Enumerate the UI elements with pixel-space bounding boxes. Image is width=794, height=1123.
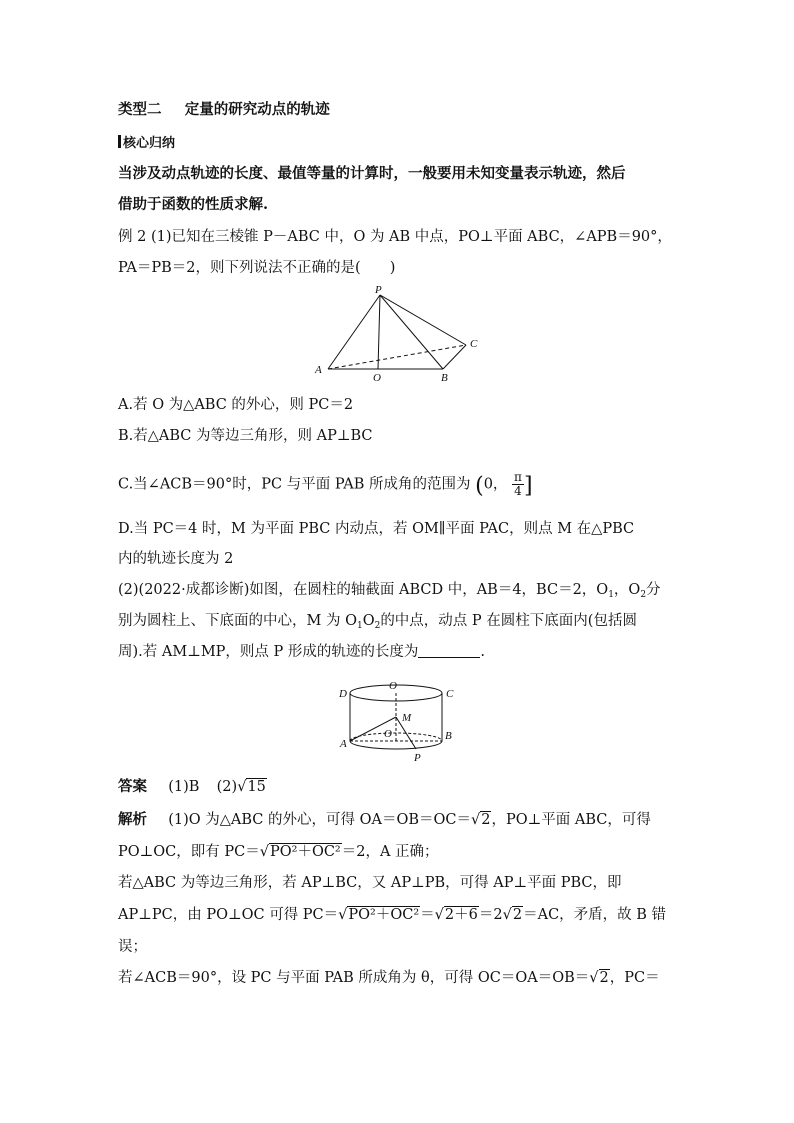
answer-value-1: (1)B [168, 779, 200, 795]
fig2-label-p: P [414, 752, 421, 764]
analysis-line-6 [118, 968, 660, 988]
analysis-line-1 [118, 810, 651, 830]
fraction-numerator: π [514, 470, 522, 484]
q2-line1-text: (2)(2022·成都诊断)如图，在圆柱的轴截面 ABCD 中，AB＝4，BC＝2，O [118, 582, 609, 598]
q2-line2-b: O [362, 613, 375, 629]
q2-line2-a: 别为圆柱上、下底面的中心，M 为 O [118, 613, 357, 629]
summary-heading [118, 134, 175, 154]
q2-line3-end: . [480, 644, 486, 660]
radicand-6: 2 [599, 970, 609, 986]
sub-2: 2 [640, 590, 647, 600]
answer-label: 答案 [118, 778, 147, 795]
example-q1-line-1: 例 2 (1)已知在三棱锥 P－ABC 中，O 为 AB 中点，PO⊥平面 ABC，∠APB＝90°， [118, 229, 672, 245]
tetrahedron-figure [310, 283, 490, 383]
analysis-l4-c: ＝AC，矛盾，故 B 错 [523, 907, 667, 923]
answer-radicand: 15 [247, 779, 266, 795]
radicand-3: PO²＋OC² [348, 907, 420, 923]
answer-radical: √15 [237, 779, 266, 795]
example-q2-line-2 [118, 611, 637, 636]
q2-line1-tail: ，O [613, 582, 641, 598]
sub-2b: 2 [374, 621, 381, 631]
analysis-l6-b: ，PC＝ [609, 970, 660, 986]
analysis-l2-a: PO⊥OC，即有 PC＝ [118, 844, 260, 860]
analysis-l1-b: ，PO⊥平面 ABC，可得 [491, 812, 651, 828]
analysis-l1-a: (1)O 为△ABC 的外心，可得 OA＝OB＝OC＝ [168, 812, 471, 828]
open-paren: ( [475, 473, 484, 499]
cylinder-figure [336, 677, 466, 767]
fig2-label-d: D [339, 688, 347, 700]
fig1-label-c: C [470, 338, 478, 350]
option-d-line-2: 内的轨迹长度为 2 [118, 551, 234, 567]
analysis-l4-a: AP⊥PC，由 PO⊥OC 可得 PC＝ [118, 907, 339, 923]
fig1-label-p: P [375, 284, 382, 296]
analysis-line-2 [118, 842, 439, 862]
analysis-label: 解析 [118, 811, 147, 828]
analysis-l2-b: ＝2，A 正确； [341, 844, 439, 860]
q2-line2-c: 的中点，动点 P 在圆柱下底面内(包括圆 [380, 613, 637, 629]
example-q2-line-3 [118, 642, 485, 662]
radicand-1: 2 [481, 812, 491, 828]
option-c-fraction [512, 471, 524, 498]
radical-3: √PO²＋OC² [338, 907, 420, 923]
close-bracket: ] [523, 473, 533, 499]
analysis-l4-b: ＝2 [478, 907, 503, 923]
radicand-2: PO²＋OC² [269, 844, 341, 860]
answer-line [118, 777, 267, 797]
fig2-label-c: C [446, 688, 454, 700]
summary-line-2: 借助于函数的性质求解. [118, 196, 269, 213]
q2-line1-end: 分 [646, 582, 661, 598]
answer-blank [418, 643, 480, 658]
radical-5: √2 [502, 907, 523, 923]
analysis-line-3: 若△ABC 为等边三角形，若 AP⊥BC，又 AP⊥PB，可得 AP⊥平面 PBC，即 [118, 875, 622, 891]
sub-1: 1 [608, 590, 614, 600]
fig2-label-b: B [445, 730, 452, 742]
option-a: A.若 O 为△ABC 的外心，则 PC＝2 [118, 397, 354, 413]
fig1-label-b: B [441, 372, 448, 383]
fig1-label-o: O [373, 372, 381, 383]
fig2-label-o2: O [384, 728, 392, 740]
fig2-label-a: A [340, 738, 347, 750]
option-b: B.若△ABC 为等边三角形，则 AP⊥BC [118, 428, 373, 444]
section-title [118, 100, 330, 120]
analysis-l6-a: 若∠ACB＝90°，设 PC 与平面 PAB 所成角为 θ，可得 OC＝OA＝OB＝ [118, 970, 590, 986]
radical-1: √2 [471, 812, 491, 828]
option-d-line-1: D.当 PC＝4 时，M 为平面 PBC 内动点，若 OM∥平面 PAC，则点 M 在△PBC [118, 521, 635, 537]
example-q1-line-2: PA＝PB＝2，则下列说法不正确的是( ) [118, 260, 396, 276]
radical-6: √2 [589, 970, 609, 986]
fig2-label-o1: O [389, 680, 397, 692]
q2-line3-text: 周).若 AM⊥MP，则点 P 形成的轨迹的长度为 [118, 644, 419, 660]
radicand-5: 2 [512, 907, 523, 923]
analysis-l4-eq: ＝ [420, 907, 435, 923]
radical-2: √PO²＋OC² [259, 844, 341, 860]
section-title-text: 定量的研究动点的轨迹 [184, 101, 330, 118]
summary-heading-text: 核心归纳 [123, 136, 176, 151]
fig1-label-a: A [315, 364, 322, 376]
section-type-label: 类型二 [118, 101, 162, 118]
sub-1b: 1 [356, 621, 363, 631]
fig2-label-m: M [402, 712, 412, 724]
option-c-range-start: 0， [483, 476, 508, 493]
fraction-denominator: 4 [514, 484, 522, 498]
analysis-line-5: 误； [118, 939, 147, 955]
option-c [118, 471, 533, 498]
summary-line-1: 当涉及动点轨迹的长度、最值等量的计算时，一般要用未知变量表示轨迹，然后 [118, 165, 626, 182]
example-q2-line-1 [118, 580, 661, 605]
radicand-4: 2＋6 [444, 907, 478, 923]
answer-value-2-prefix: (2) [216, 779, 238, 795]
heading-bar-icon [118, 135, 121, 148]
option-c-text: C.当∠ACB＝90°时，PC 与平面 PAB 所成角的范围为 [118, 476, 471, 493]
analysis-line-4 [118, 905, 666, 925]
radical-4: √2＋6 [434, 907, 478, 923]
